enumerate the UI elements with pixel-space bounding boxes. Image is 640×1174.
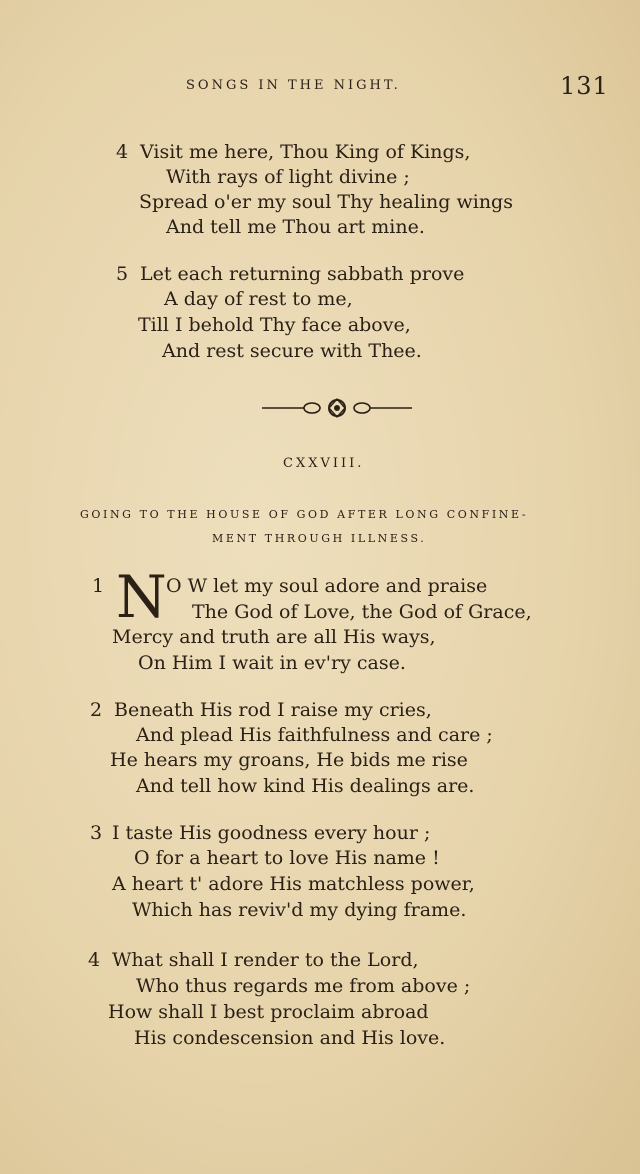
verse-line: Mercy and truth are all His ways, [112,626,436,648]
verse-line: And plead His faithfulness and care ; [136,724,493,746]
stanza-number: 3 [90,822,103,844]
stanza-number: 1 [92,575,105,597]
verse-line: Spread o'er my soul Thy healing wings [139,191,513,213]
stanza-number: 2 [90,699,103,721]
verse-line: And tell how kind His dealings are. [136,775,475,797]
verse-line: The God of Love, the God of Grace, [192,601,532,623]
verse-line: Visit me here, Thou King of Kings, [140,141,471,163]
page-number: 131 [560,72,609,100]
verse-line: O W let my soul adore and praise [166,575,488,597]
hymn-number: CXXVIII. [283,456,365,471]
ornament-divider [262,394,412,422]
verse-line: On Him I wait in ev'ry case. [138,652,406,674]
running-title: SONGS IN THE NIGHT. [186,78,401,93]
hymn-title-line-1: GOING TO THE HOUSE OF GOD AFTER LONG CONFINE- [80,508,529,521]
drop-cap: N [116,563,167,631]
verse-line: And rest secure with Thee. [162,340,422,362]
verse-line: And tell me Thou art mine. [166,216,425,238]
verse-line: He hears my groans, He bids me rise [110,749,468,771]
stanza-number: 4 [88,949,101,971]
stanza-number: 5 [116,263,129,285]
verse-line: A day of rest to me, [164,288,353,310]
hymn-title-line-2: MENT THROUGH ILLNESS. [212,532,427,545]
verse-line: Who thus regards me from above ; [136,975,471,997]
verse-line: Beneath His rod I raise my cries, [114,699,432,721]
verse-line: Which has reviv'd my dying frame. [132,899,467,921]
verse-line: How shall I best proclaim abroad [108,1001,429,1023]
verse-line: O for a heart to love His name ! [134,847,440,869]
stanza-number: 4 [116,141,129,163]
verse-line: I taste His goodness every hour ; [112,822,431,844]
verse-line: A heart t' adore His matchless power, [112,873,475,895]
verse-line: His condescension and His love. [134,1027,446,1049]
verse-line: With rays of light divine ; [166,166,410,188]
verse-line: Let each returning sabbath prove [140,263,465,285]
verse-line: Till I behold Thy face above, [138,314,411,336]
verse-line: What shall I render to the Lord, [112,949,419,971]
